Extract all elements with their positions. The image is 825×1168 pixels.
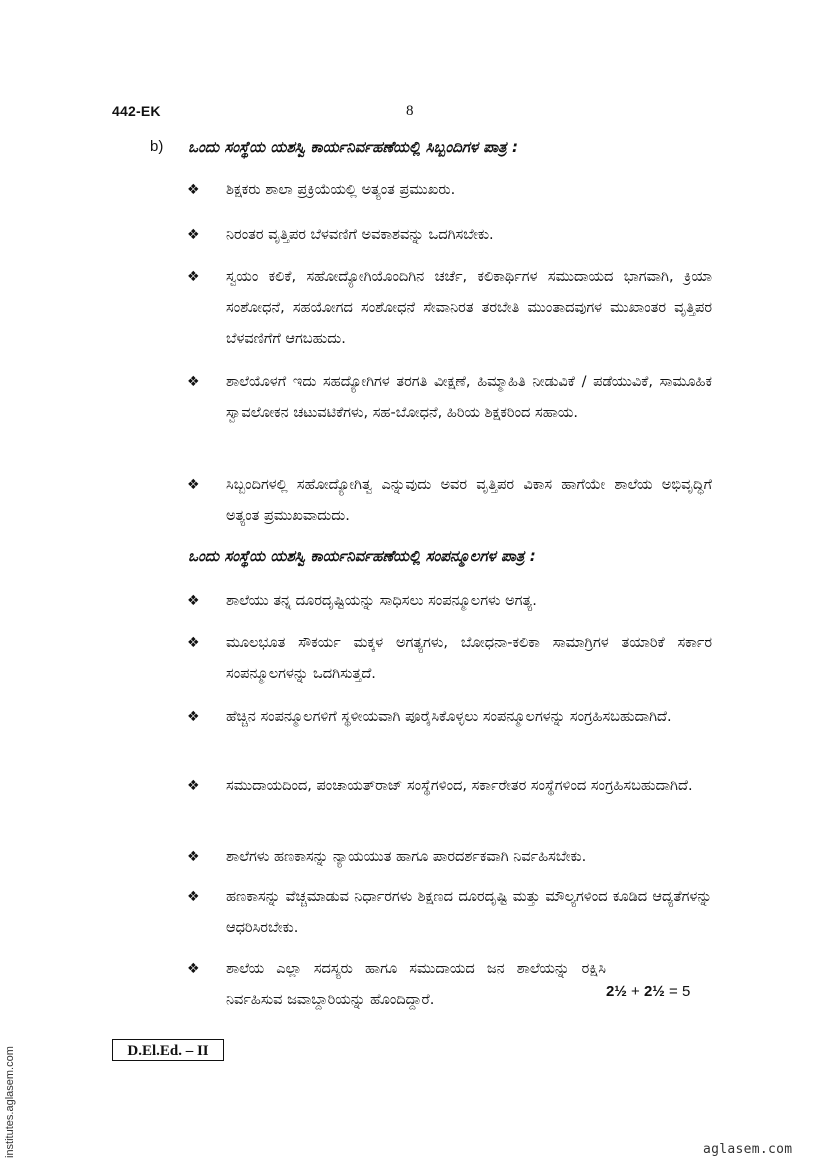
- watermark-institutes: institutes.aglasem.com: [4, 1046, 16, 1158]
- section-heading-staff-role: ಒಂದು ಸಂಸ್ಥೆಯ ಯಶಸ್ವಿ ಕಾರ್ಯನಿರ್ವಹಣೆಯಲ್ಲಿ ಸಿಬ್ಬಂದಿಗಳ ಪಾತ್ರ :: [188, 138, 518, 156]
- course-label: D.El.Ed. – II: [112, 1039, 224, 1061]
- marks-part-a: 2½: [606, 983, 627, 1000]
- paper-code: 442-EK: [112, 103, 161, 119]
- bullet-icon: ❖: [187, 709, 200, 725]
- staff-point-3: ಸ್ವಯಂ ಕಲಿಕೆ, ಸಹೋದ್ಯೋಗಿಯೊಂದಿಗಿನ ಚರ್ಚೆ, ಕಲಿಕಾರ್ಥಿಗಳ ಸಮುದಾಯದ ಭಾಗವಾಗಿ, ಕ್ರಿಯಾ ಸಂಶೋಧನೆ, ಸಹಯೋಗದ ಸಂಶೋಧನೆ ಸೇವಾನಿರತ ತರಬೇತಿ ಮುಂತಾದವುಗಳ ಮುಖಾಂತರ ವೃತ್ತಿಪರ ಬೆಳವಣಿಗೆಗೆ ಆಗಬಹುದು.: [226, 269, 712, 347]
- bullet-icon: ❖: [187, 374, 200, 390]
- resource-point-1: ಶಾಲೆಯು ತನ್ನ ದೂರದೃಷ್ಟಿಯನ್ನು ಸಾಧಿಸಲು ಸಂಪನ್ಮೂಲಗಳು ಅಗತ್ಯ.: [226, 593, 537, 609]
- resource-point-3: ಹೆಚ್ಚಿನ ಸಂಪನ್ಮೂಲಗಳಿಗೆ ಸ್ಥಳೀಯವಾಗಿ ಪೂರೈಸಿಕೊಳ್ಳಲು ಸಂಪನ್ಮೂಲಗಳನ್ನು ಸಂಗ್ರಹಿಸಬಹುದಾಗಿದೆ.: [226, 709, 672, 725]
- bullet-icon: ❖: [187, 849, 200, 865]
- watermark-aglasem: aglasem.com: [703, 1142, 793, 1157]
- bullet-icon: ❖: [187, 269, 200, 285]
- marks-part-b: 2½: [643, 983, 665, 1000]
- bullet-icon: ❖: [187, 889, 200, 905]
- bullet-icon: ❖: [187, 182, 200, 198]
- staff-point-2: ನಿರಂತರ ವೃತ್ತಿಪರ ಬೆಳವಣಿಗೆ ಅವಕಾಶವನ್ನು ಒದಗಿಸಬೇಕು.: [226, 227, 494, 243]
- resource-point-2: ಮೂಲಭೂತ ಸೌಕರ್ಯ ಮಕ್ಕಳ ಅಗತ್ಯಗಳು, ಬೋಧನಾ-ಕಲಿಕಾ ಸಾಮಾಗ್ರಿಗಳ ತಯಾರಿಕೆ ಸರ್ಕಾರ ಸಂಪನ್ಮೂಲಗಳನ್ನು ಒದಗಿಸುತ್ತದೆ.: [226, 635, 712, 682]
- bullet-icon: ❖: [187, 227, 200, 243]
- staff-point-1: ಶಿಕ್ಷಕರು ಶಾಲಾ ಪ್ರಕ್ರಿಯೆಯಲ್ಲಿ ಅತ್ಯಂತ ಪ್ರಮುಖರು.: [226, 182, 456, 198]
- marks-allocation: 2½ + 2½ = 5: [606, 983, 691, 1000]
- staff-point-5: ಸಿಬ್ಬಂದಿಗಳಲ್ಲಿ ಸಹೋದ್ಯೋಗಿತ್ವ ಎನ್ನುವುದು ಅವರ ವೃತ್ತಿಪರ ವಿಕಾಸ ಹಾಗೆಯೇ ಶಾಲೆಯ ಅಭಿವೃದ್ಧಿಗೆ ಅತ್ಯಂತ ಪ್ರಮುಖವಾದುದು.: [226, 477, 712, 524]
- bullet-icon: ❖: [187, 593, 200, 609]
- resource-point-5: ಶಾಲೆಗಳು ಹಣಕಾಸನ್ನು ನ್ಯಾಯಯುತ ಹಾಗೂ ಪಾರದರ್ಶಕವಾಗಿ ನಿರ್ವಹಿಸಬೇಕು.: [226, 849, 587, 865]
- resource-point-7: ಶಾಲೆಯ ಎಲ್ಲಾ ಸದಸ್ಯರು ಹಾಗೂ ಸಮುದಾಯದ ಜನ ಶಾಲೆಯನ್ನು ರಕ್ಷಿಸಿ ನಿರ್ವಹಿಸುವ ಜವಾಬ್ದಾರಿಯನ್ನು ಹೊಂದಿದ್ದಾರೆ.: [226, 961, 606, 1008]
- marks-total: 5: [681, 983, 691, 1000]
- bullet-icon: ❖: [187, 477, 200, 493]
- page-number: 8: [406, 103, 414, 119]
- section-heading-resources-role: ಒಂದು ಸಂಸ್ಥೆಯ ಯಶಸ್ವಿ ಕಾರ್ಯನಿರ್ವಹಣೆಯಲ್ಲಿ ಸಂಪನ್ಮೂಲಗಳ ಪಾತ್ರ :: [188, 547, 536, 565]
- resource-point-6: ಹಣಕಾಸನ್ನು ವೆಚ್ಚಮಾಡುವ ನಿರ್ಧಾರಗಳು ಶಿಕ್ಷಣದ ದೂರದೃಷ್ಟಿ ಮತ್ತು ಮೌಲ್ಯಗಳಿಂದ ಕೂಡಿದ ಆದ್ಯತೆಗಳನ್ನು ಆಧರಿಸಿರಬೇಕು.: [226, 889, 712, 936]
- question-label: b): [150, 138, 164, 155]
- staff-point-4: ಶಾಲೆಯೊಳಗೆ ಇದು ಸಹದ್ಯೋಗಿಗಳ ತರಗತಿ ವೀಕ್ಷಣೆ, ಹಿಮ್ಮಾಹಿತಿ ನೀಡುವಿಕೆ / ಪಡೆಯುವಿಕೆ, ಸಾಮೂಹಿಕ ಸ್ವಾವಲೋಕನ ಚಟುವಟಿಕೆಗಳು, ಸಹ-ಬೋಧನೆ, ಹಿರಿಯ ಶಿಕ್ಷಕರಿಂದ ಸಹಾಯ.: [226, 374, 712, 421]
- bullet-icon: ❖: [187, 961, 200, 977]
- bullet-icon: ❖: [187, 778, 200, 794]
- bullet-icon: ❖: [187, 635, 200, 651]
- resource-point-4: ಸಮುದಾಯದಿಂದ, ಪಂಚಾಯತ್‌ರಾಜ್ ಸಂಸ್ಥೆಗಳಿಂದ, ಸರ್ಕಾರೇತರ ಸಂಸ್ಥೆಗಳಿಂದ ಸಂಗ್ರಹಿಸಬಹುದಾಗಿದೆ.: [226, 778, 693, 794]
